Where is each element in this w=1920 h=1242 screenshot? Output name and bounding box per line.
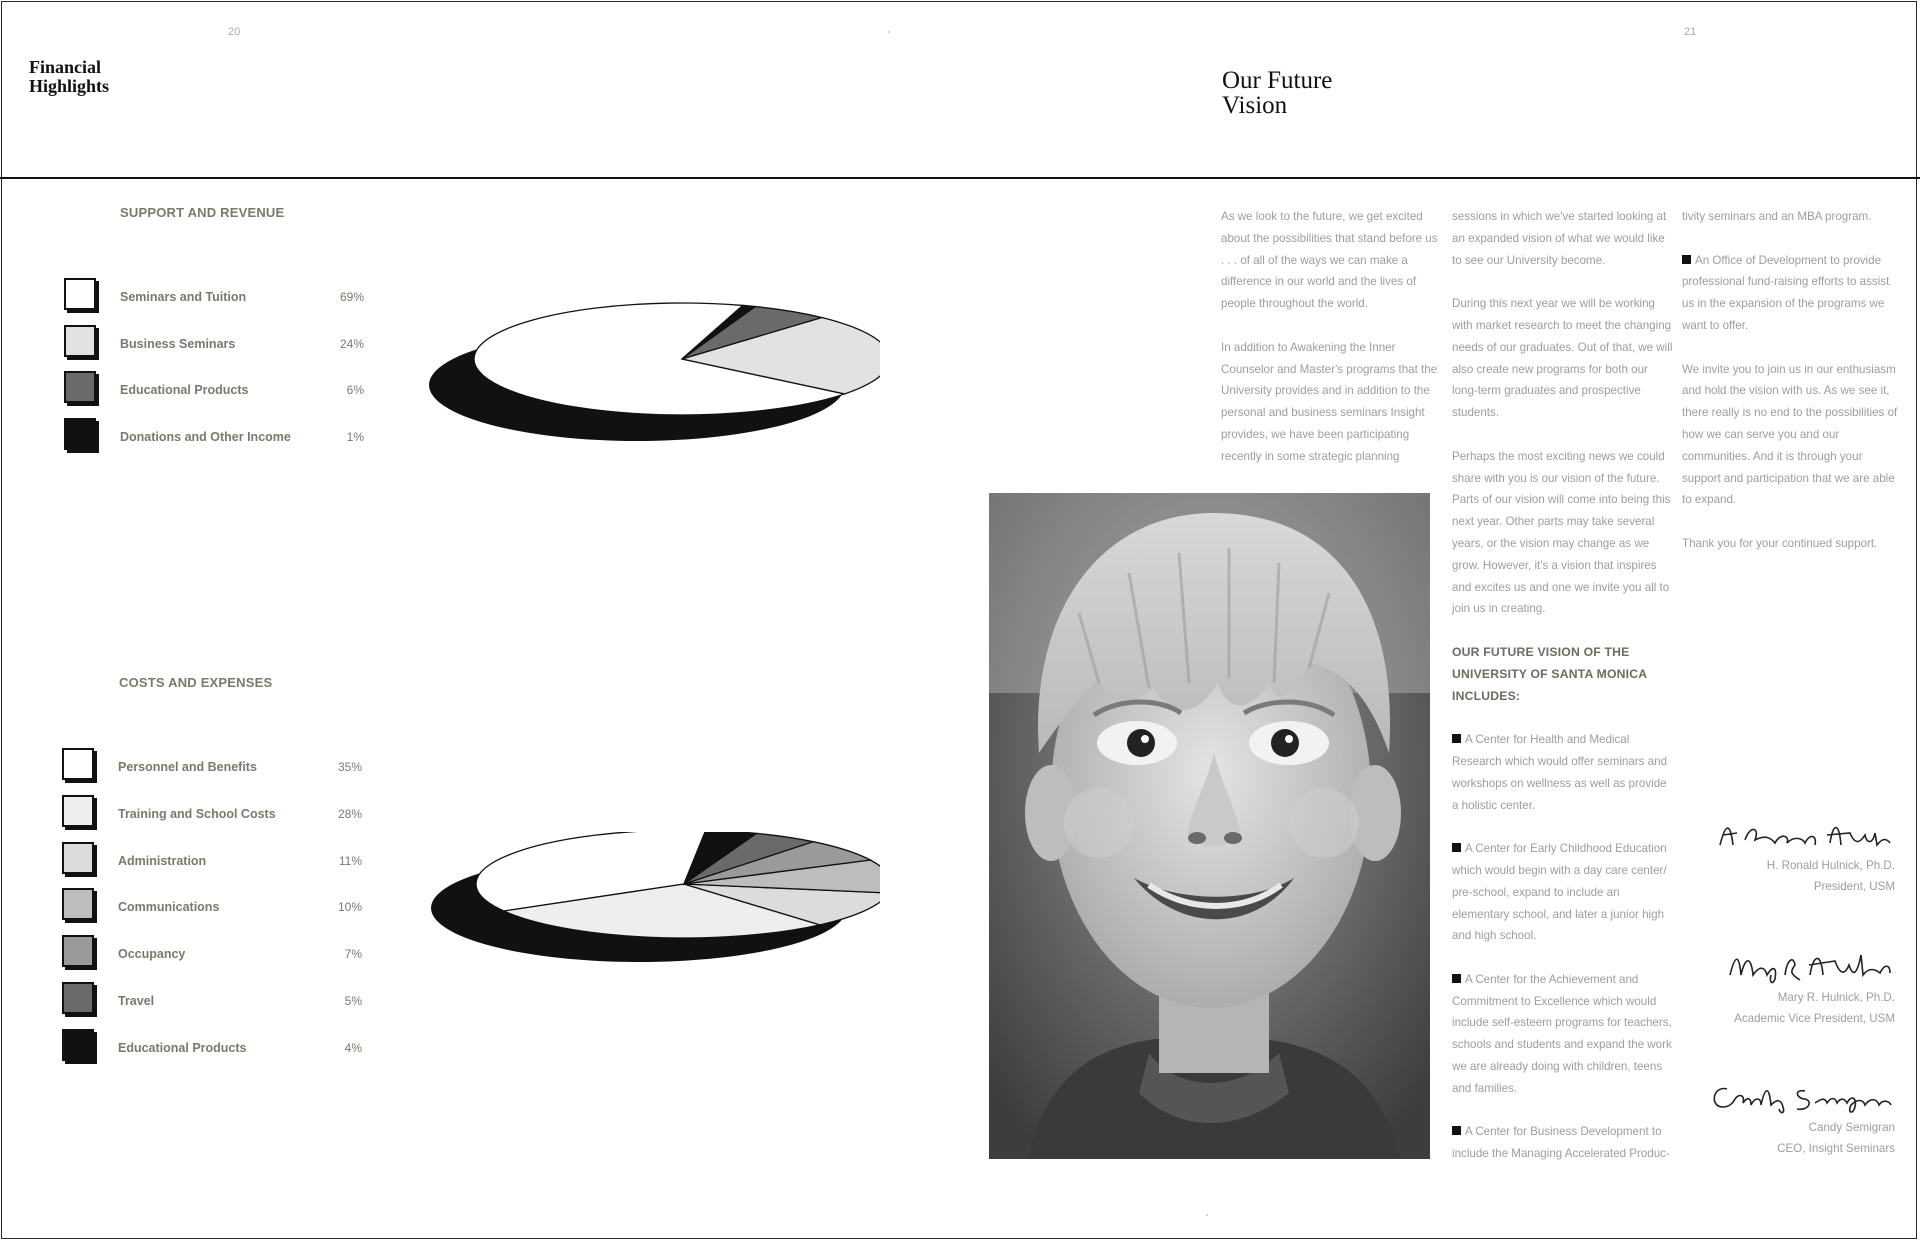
paragraph: sessions in which we've started looking at an expanded vision of what we would like to see our University become. [1452, 210, 1667, 267]
paragraph: Perhaps the most exciting news we could share with you is our vision of the future. Parts of our vision will come into being this next year. Other parts may take several years, or the vision may change as we grow. However, it's a vision that inspires and excites us and one we invite you all to join us in creating. [1452, 449, 1671, 616]
bullet-text: A Center for Health and Medical Research which would offer seminars and workshops on wellness as well as provide a holistic center. [1452, 733, 1668, 812]
support-revenue-pie [400, 300, 880, 470]
signature-block-ronald [1715, 815, 1895, 897]
page-number-right: 21 [1684, 26, 1697, 38]
legend-swatch [62, 935, 94, 967]
legend-value: 4% [344, 1040, 362, 1055]
vision-heading: OUR FUTURE VISION OF THE UNIVERSITY OF SANTA MONICA INCLUDES: [1452, 644, 1647, 703]
legend-label: Educational Products [118, 1040, 247, 1055]
signer-role: President, USM [1813, 880, 1895, 893]
bullet-item [1452, 969, 1674, 1100]
signature-block-candy [1705, 1077, 1895, 1159]
legend-item [64, 325, 384, 361]
page-number-left: 20 [228, 26, 241, 38]
legend-item [64, 371, 384, 407]
signer-name: Candy Semigran [1808, 1121, 1895, 1134]
legend-item [64, 278, 384, 314]
legend-value: 10% [337, 900, 362, 915]
bullet-square-icon [1682, 255, 1691, 264]
right-title-line2: Vision [1222, 92, 1288, 119]
paragraph: Thank you for your continued support. [1682, 536, 1878, 550]
text-column-2 [1452, 206, 1674, 1187]
legend-item [62, 888, 382, 924]
legend-value: 28% [337, 806, 362, 821]
legend-swatch [62, 842, 94, 874]
legend-label: Administration [118, 853, 207, 868]
bullet-text: A Center for Early Childhood Education which would begin with a day care center/ pre-school, expand to include an elementary school, and later a junior high and high school. [1452, 842, 1667, 943]
legend-swatch [62, 748, 94, 780]
bullet-square-icon [1452, 734, 1461, 743]
left-title-line2: Highlights [29, 76, 110, 96]
legend-value: 5% [344, 994, 362, 1008]
paragraph: tivity seminars and an MBA program. [1682, 210, 1872, 223]
legend-item [62, 748, 382, 784]
legend-item [62, 842, 382, 878]
legend-swatch [62, 795, 94, 827]
bullet-item [1452, 729, 1674, 816]
legend-swatch [64, 418, 96, 450]
legend-value: 69% [339, 290, 364, 304]
legend-swatch [64, 278, 96, 310]
legend-swatch [64, 371, 96, 403]
left-page-title [29, 58, 109, 96]
legend-swatch [62, 982, 94, 1014]
legend-item [64, 418, 384, 454]
bullet-item [1682, 250, 1904, 337]
legend-swatch [62, 888, 94, 920]
bullet-item [1452, 1121, 1674, 1165]
right-page-title [1222, 68, 1332, 118]
legend-item [62, 795, 382, 831]
bullet-square-icon [1452, 843, 1461, 852]
bullet-square-icon [1452, 974, 1461, 983]
text-column-1 [1221, 206, 1443, 489]
signer-name: Mary R. Hulnick, Ph.D. [1777, 991, 1895, 1004]
legend-value: 1% [346, 429, 364, 444]
legend-label: Training and School Costs [118, 806, 276, 821]
legend-value: 11% [338, 853, 362, 868]
right-title-line1: Our Future [1222, 67, 1333, 94]
legend-value: 6% [346, 383, 364, 397]
legend-value: 7% [344, 947, 362, 962]
signature-block-mary [1725, 945, 1895, 1029]
legend-item [62, 1029, 382, 1065]
header-divider [0, 177, 1920, 179]
bullet-text: An Office of Development to provide professional fund-raising efforts to assist us in the expansion of the programs we want to offer. [1682, 253, 1890, 332]
bullet-item [1452, 838, 1674, 947]
center-mark [888, 31, 890, 33]
bottom-mark [1206, 1214, 1208, 1216]
legend-label: Donations and Other Income [120, 429, 291, 444]
child-portrait-photo [989, 493, 1430, 1159]
signature-mary-handwriting [1725, 945, 1895, 987]
legend-label: Occupancy [118, 947, 186, 962]
signer-role: CEO, Insight Seminars [1777, 1142, 1895, 1155]
paragraph: We invite you to join us in our enthusiasm and hold the vision with us. As we see it, there really is no end to the possibilities of how we can serve you and our communities. And it is through your support and participation that we are able to expand. [1682, 362, 1898, 507]
signer-name: H. Ronald Hulnick, Ph.D. [1766, 859, 1895, 872]
legend-label: Communications [118, 900, 220, 915]
legend-swatch [64, 325, 96, 357]
paragraph: As we look to the future, we get excited about the possibilities that stand before us . . . of all of the ways we can make a difference in our world and the lives of people throughout the world. [1221, 210, 1438, 311]
text-column-3 [1682, 206, 1904, 577]
legend-label: Business Seminars [120, 336, 236, 351]
signature-ronald-handwriting [1715, 815, 1895, 855]
support-revenue-heading: SUPPORT AND REVENUE [120, 205, 285, 220]
legend-value: 24% [339, 336, 364, 351]
legend-value: 35% [337, 760, 362, 774]
costs-expenses-pie [400, 832, 880, 992]
bullet-square-icon [1452, 1126, 1461, 1135]
legend-item [62, 982, 382, 1018]
left-title-line1: Financial [29, 57, 102, 77]
legend-label: Seminars and Tuition [120, 290, 247, 304]
legend-label: Personnel and Benefits [118, 760, 257, 774]
legend-label: Travel [118, 994, 155, 1008]
legend-item [62, 935, 382, 971]
legend-label: Educational Products [120, 383, 249, 397]
signature-candy-handwriting [1705, 1077, 1895, 1117]
signer-role: Academic Vice President, USM [1734, 1012, 1895, 1025]
legend-swatch [62, 1029, 94, 1061]
bullet-text: A Center for the Achievement and Commitment to Excellence which would include self-esteem programs for teachers, schools and students and expand the work we are already doing with children, teens and families. [1452, 972, 1672, 1095]
paragraph: During this next year we will be working with market research to meet the changing needs of our graduates. Out of that, we will also create new programs for both our long-term graduates and prospective students. [1452, 297, 1673, 420]
bullet-text: A Center for Business Development to include the Managing Accelerated Produc- [1452, 1125, 1670, 1161]
paragraph: In addition to Awakening the Inner Counselor and Master's programs that the University provides and in addition to the personal and business seminars Insight provides, we have been participating recently in some strategic planning [1221, 340, 1438, 463]
costs-expenses-heading: COSTS AND EXPENSES [119, 675, 273, 690]
